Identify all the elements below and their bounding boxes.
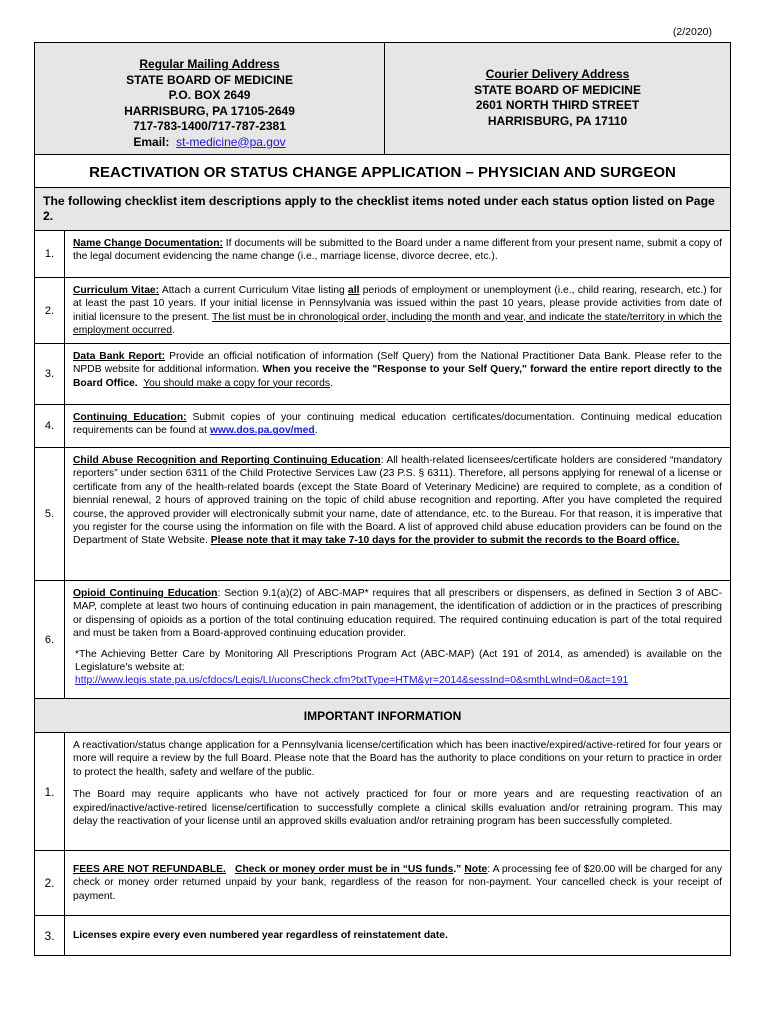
item-underlined-text: You should make a copy for your records [143, 377, 330, 389]
item-bold-text: When you receive the "Response to your Self Query," forward the entire report directly to the Board Office. [73, 364, 722, 389]
form-title: REACTIVATION OR STATUS CHANGE APPLICATION – PHYSICIAN AND SURGEON [35, 155, 731, 188]
item-bold-underlined-text: Please note that it may take 7-10 days for the provider to submit the records to the Board office. [210, 535, 680, 547]
item-text: . [330, 377, 333, 389]
item-number: 2. [35, 851, 65, 916]
email-link[interactable]: st-medicine@pa.gov [176, 134, 286, 149]
item-text: Provide an official notification of information (Self Query) from the National Practitioner Data Bank. Please refer to the NPDB website for additional information. [73, 351, 723, 376]
abc-map-note [73, 648, 722, 688]
item-text: : All health-related licensees/certificate holders are considered “mandatory reporters” under section 6311 of the Child Protective Services Law (23 P.S. § 6311). Therefore, all persons applying for renewal of a license or certificate from any of the health-related boards (except the State Board of Veterinary Medicine) are required to complete, as a condition of biennial renewal, 2 hours of approved training on the topic of child abuse recognition and reporting. After you have completed the required course, the approved provider will electronically submit your name, date of attendance, etc. to the Bureau. For that reason, it is imperative that you register for the course using the information on file with the Board. A list of approved child abuse education providers can be found on the Department of State Website. [73, 455, 723, 547]
mailing-address-heading: Regular Mailing Address [139, 57, 280, 71]
checklist-item-name-change [65, 231, 731, 278]
item-number: 3. [35, 344, 65, 405]
opioid-paragraph [73, 587, 722, 641]
item-number: 5. [35, 448, 65, 581]
checklist-item-continuing-education [65, 405, 731, 448]
item-heading: Opioid Continuing Education [73, 588, 218, 599]
email-line [35, 135, 384, 151]
item-number: 3. [35, 916, 65, 956]
important-paragraph: The Board may require applicants who have not actively practiced for four or more years and are requesting reactivation of an expired/inactive/active-retired license/certification to successfully complete a clinical skills evaluation and/or retraining program. This may delay the reactivation of your license until an approved skills evaluation and/or retraining program has been successfully completed. [73, 789, 723, 828]
courier-address-line: STATE BOARD OF MEDICINE [474, 82, 641, 97]
item-text: . [172, 325, 175, 337]
mailing-address-line: P.O. BOX 2649 [168, 88, 251, 102]
item-heading: Continuing Education: [73, 412, 187, 423]
application-form [34, 42, 731, 956]
item-text: : A processing fee of $20.00 will be charged for any check or money order returned unpaid by your bank, regardless of the reason for non-payment. Your cancelled check is your receipt of payment. [73, 864, 723, 902]
item-heading: Data Bank Report: [73, 351, 166, 362]
important-information-heading: IMPORTANT INFORMATION [35, 699, 731, 733]
item-text: Submit copies of your continuing medical education certificates/documentation. Continuing medical education requirements can be found at [73, 412, 723, 437]
important-item-review [65, 733, 731, 851]
important-item-fees [65, 851, 731, 916]
courier-address-block [385, 43, 731, 155]
email-label: Email: [133, 134, 170, 149]
item-heading: Child Abuse Recognition and Reporting Continuing Education [73, 455, 381, 466]
item-number: 1. [35, 733, 65, 851]
courier-address-line: 2601 NORTH THIRD STREET [475, 98, 640, 112]
dos-website-link[interactable]: www.dos.pa.gov/med [209, 425, 315, 437]
item-text: If documents will be submitted to the Board under a name different from your present name, submit a copy of the legal document evidencing the name change (i.e., marriage license, divorce decree, etc.). [73, 238, 723, 263]
emphasis-all: all [348, 285, 360, 296]
phone-numbers: 717-783-1400/717-787-2381 [133, 119, 286, 133]
important-paragraph: A reactivation/status change application for a Pennsylvania license/certification which has been inactive/expired/active-retired for four years or more will require a review by the full Board. Please note that the Board has the authority to place conditions on your return to practice in order to protect the health, safety and welfare of the public. [73, 740, 723, 778]
item-text: . [314, 425, 318, 437]
checklist-item-data-bank [65, 344, 731, 405]
item-text: .” [453, 864, 465, 875]
checklist-item-curriculum-vitae [65, 278, 731, 344]
item-number: 2. [35, 278, 65, 344]
important-item-expiration: Licenses expire every even numbered year regardless of reinstatement date. [65, 916, 731, 956]
item-underlined-text: The list must be in chronological order, including the month and year, and indicate the state/territory in which the employment occurred [73, 311, 722, 337]
mailing-address-line: STATE BOARD OF MEDICINE [126, 72, 293, 87]
item-heading: Curriculum Vitae: [73, 285, 160, 296]
item-text: Attach a current Curriculum Vitae listing [159, 285, 349, 296]
checklist-intro: The following checklist item descriptions apply to the checklist items noted under each status option listed on Page 2. [35, 188, 731, 231]
item-heading: Name Change Documentation: [73, 238, 223, 249]
fees-not-refundable: FEES ARE NOT REFUNDABLE. [73, 864, 226, 875]
courier-address-line: HARRISBURG, PA 17110 [487, 113, 628, 128]
item-number: 1. [35, 231, 65, 278]
checklist-item-opioid-education [65, 581, 731, 699]
note-label: Note [464, 864, 488, 875]
revision-date: (2/2020) [672, 26, 712, 38]
item-text: periods of employment or unemployment (i.e., child rearing, research, etc.) for at least the past 10 years. If your initial license in Pennsylvania was issued within the past 10 years, please provide activities from date of initial licensure to the present. [73, 285, 723, 323]
us-funds-text: Check or money order must be in “US funds [235, 864, 454, 875]
item-text: : Section 9.1(a)(2) of ABC-MAP* requires that all prescribers or dispensers, as defined in Section 3 of ABC-MAP, complete at least two hours of continuing education in pain management, the identification of addiction or in the practices of prescribing or dispensing of opioids as a portion of the total continuing education required. The required continuing education is part of the total required and must be taken from a Board-approved continuing education provider. [73, 588, 723, 640]
legislature-link[interactable]: http://www.legis.state.pa.us/cfdocs/Legis/LI/uconsCheck.cfm?txtType=HTM&yr=2014&sessInd=0&smthLwInd=0&act=191 [75, 675, 629, 687]
mailing-address-block [35, 43, 385, 155]
mailing-address-line: HARRISBURG, PA 17105-2649 [124, 103, 295, 118]
item-number: 6. [35, 581, 65, 699]
item-number: 4. [35, 405, 65, 448]
courier-address-heading: Courier Delivery Address [485, 67, 630, 81]
abc-map-note-text: *The Achieving Better Care by Monitoring All Prescriptions Program Act (ABC-MAP) (Act 191 of 2014, as amended) is available on the Legislature's website at: [75, 648, 723, 674]
checklist-item-child-abuse [65, 448, 731, 581]
